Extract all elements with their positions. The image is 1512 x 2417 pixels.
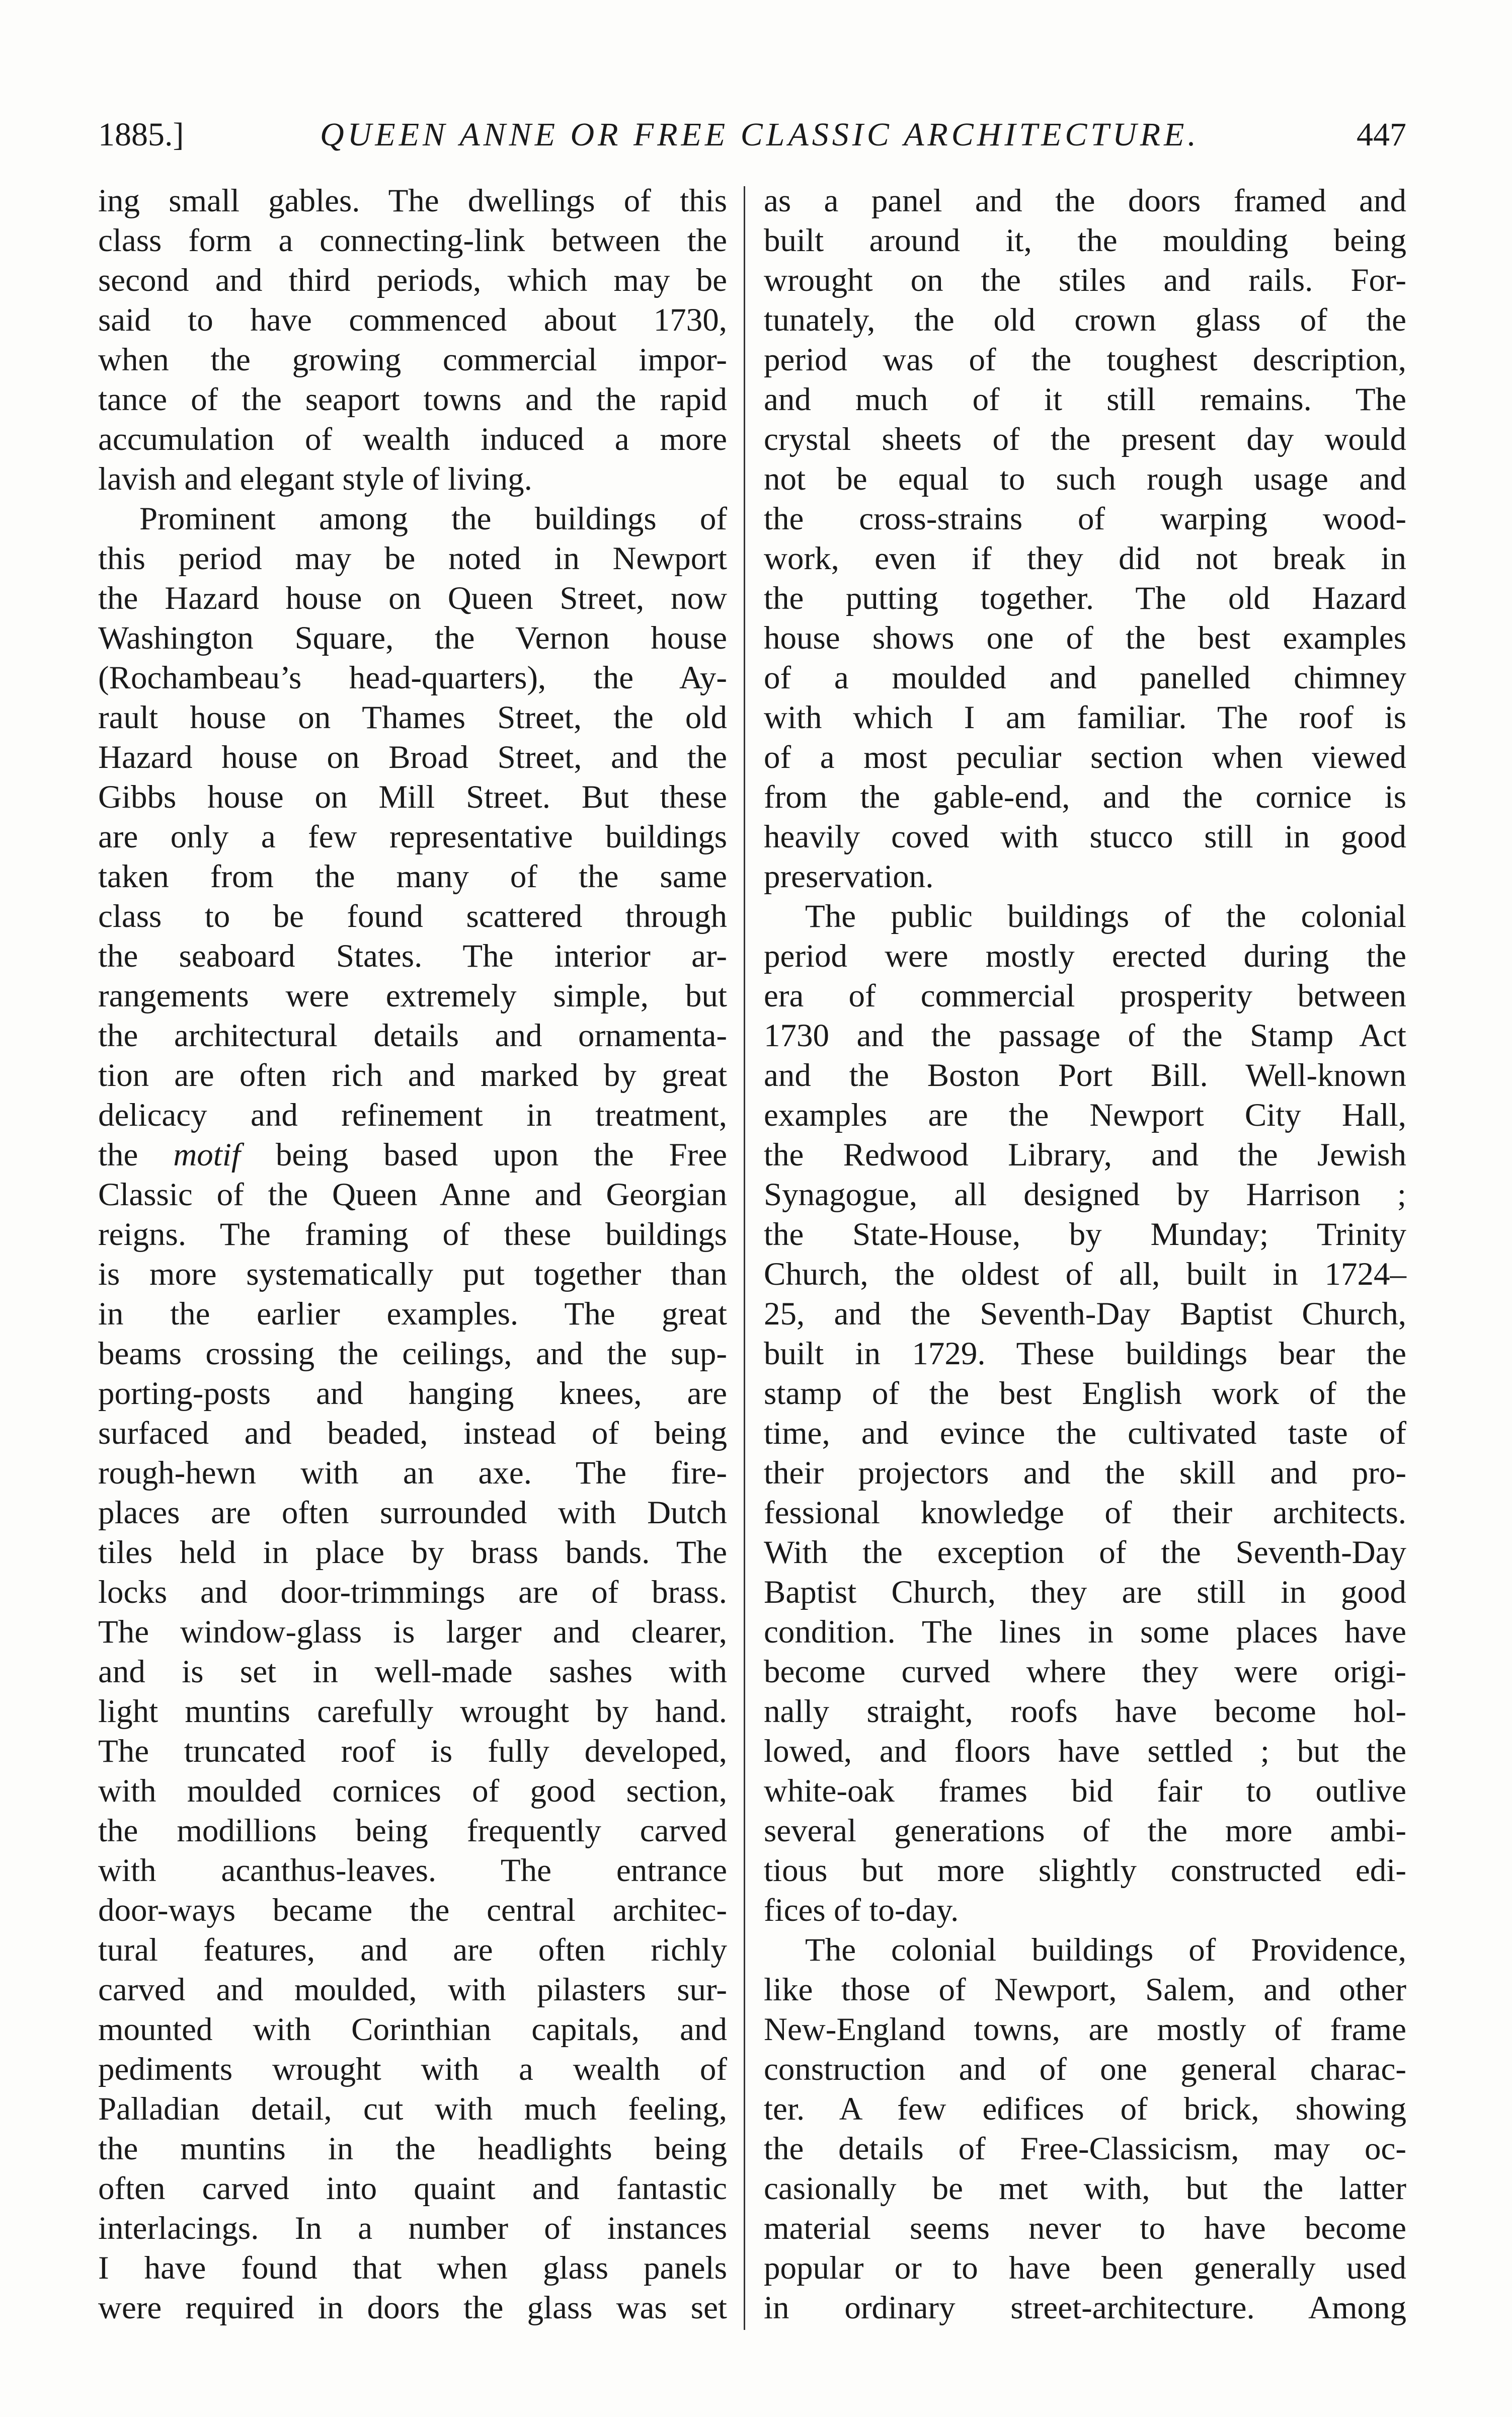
text-line: class form a connecting-link between the	[98, 222, 727, 259]
text-line: reigns. The framing of these buildings	[98, 1216, 727, 1253]
text-line: mounted with Corinthian capitals, and	[98, 2011, 727, 2048]
text-line: accumulation of wealth induced a more	[98, 421, 727, 457]
text-line: their projectors and the skill and pro-	[764, 1455, 1406, 1491]
text-line: the details of Free-Classicism, may oc-	[764, 2131, 1406, 2167]
text-line: ter. A few edifices of brick, showing	[764, 2091, 1406, 2127]
text-line: the modillions being frequently carved	[98, 1813, 727, 1849]
text-line: taken from the many of the same	[98, 859, 727, 895]
text-line: the seaboard States. The interior ar-	[98, 938, 727, 974]
text-line: surfaced and beaded, instead of being	[98, 1415, 727, 1451]
text-segment: the	[98, 1137, 174, 1173]
text-line: as a panel and the doors framed and	[764, 183, 1406, 219]
text-line: condition. The lines in some places have	[764, 1614, 1406, 1650]
text-line: the cross-strains of warping wood-	[764, 501, 1406, 537]
text-line: With the exception of the Seventh-Day	[764, 1534, 1406, 1571]
text-line: Classic of the Queen Anne and Georgian	[98, 1177, 727, 1213]
text-line: of a moulded and panelled chimney	[764, 660, 1406, 696]
text-line: with acanthus-leaves. The entrance	[98, 1852, 727, 1889]
text-line: construction and of one general charac-	[764, 2051, 1406, 2087]
text-line: class to be found scattered through	[98, 898, 727, 934]
text-line: when the growing commercial impor-	[98, 342, 727, 378]
text-line: rault house on Thames Street, the old	[98, 699, 727, 736]
text-line: stamp of the best English work of the	[764, 1375, 1406, 1412]
text-line: and much of it still remains. The	[764, 381, 1406, 418]
text-line: preservation.	[764, 859, 934, 895]
text-line: tious but more slightly constructed edi-	[764, 1852, 1406, 1889]
text-line: rangements were extremely simple, but	[98, 978, 727, 1014]
text-line: is more systematically put together than	[98, 1256, 727, 1292]
text-line: of a most peculiar section when viewed	[764, 739, 1406, 775]
text-line: Hazard house on Broad Street, and the	[98, 739, 727, 775]
text-line: not be equal to such rough usage and	[764, 461, 1406, 497]
text-line: tunately, the old crown glass of the	[764, 302, 1406, 338]
text-line: time, and evince the cultivated taste of	[764, 1415, 1406, 1451]
text-line: fices of to-day.	[764, 1892, 959, 1928]
text-line: The truncated roof is fully developed,	[98, 1733, 727, 1769]
text-line: Church, the oldest of all, built in 1724–	[764, 1256, 1406, 1292]
text-line: tance of the seaport towns and the rapid	[98, 381, 727, 418]
text-line: built around it, the moulding being	[764, 222, 1406, 259]
text-line: popular or to have been generally used	[764, 2250, 1406, 2286]
text-line	[98, 1135, 727, 1175]
running-title: QUEEN ANNE OR FREE CLASSIC ARCHITECTURE.	[320, 116, 1200, 153]
text-line: work, even if they did not break in	[764, 540, 1406, 577]
text-line: pediments wrought with a wealth of	[98, 2051, 727, 2087]
text-line: Washington Square, the Vernon house	[98, 620, 727, 656]
text-line: carved and moulded, with pilasters sur-	[98, 1972, 727, 2008]
text-line: second and third periods, which may be	[98, 262, 727, 298]
text-line: 25, and the Seventh-Day Baptist Church,	[764, 1296, 1406, 1332]
page-number: 447	[1357, 116, 1406, 153]
text-line: door-ways became the central architec-	[98, 1892, 727, 1928]
text-line: Synagogue, all designed by Harrison ;	[764, 1177, 1406, 1213]
text-line: often carved into quaint and fantastic	[98, 2170, 727, 2207]
header-year: 1885.]	[98, 116, 184, 153]
text-line: with moulded cornices of good section,	[98, 1773, 727, 1809]
text-line: and is set in well-made sashes with	[98, 1654, 727, 1690]
left-column	[98, 181, 727, 2328]
text-line: and the Boston Port Bill. Well-known	[764, 1057, 1406, 1094]
text-line: tural features, and are often richly	[98, 1932, 727, 1968]
text-line: Gibbs house on Mill Street. But these	[98, 779, 727, 815]
text-line: period were mostly erected during the	[764, 938, 1406, 974]
text-line: examples are the Newport City Hall,	[764, 1097, 1406, 1133]
text-line: The colonial buildings of Providence,	[805, 1932, 1406, 1968]
text-line: crystal sheets of the present day would	[764, 421, 1406, 457]
text-line: rough-hewn with an axe. The fire-	[98, 1455, 727, 1491]
text-line: in the earlier examples. The great	[98, 1296, 727, 1332]
text-line: lowed, and floors have settled ; but the	[764, 1733, 1406, 1769]
text-line: like those of Newport, Salem, and other	[764, 1972, 1406, 2008]
text-line: heavily coved with stucco still in good	[764, 819, 1406, 855]
text-line: with which I am familiar. The roof is	[764, 699, 1406, 736]
text-line: the Hazard house on Queen Street, now	[98, 580, 727, 616]
text-line: (Rochambeau’s head-quarters), the Ay-	[98, 660, 727, 696]
text-line: light muntins carefully wrought by hand.	[98, 1693, 727, 1730]
text-line: in ordinary street-architecture. Among	[764, 2290, 1406, 2326]
text-line: era of commercial prosperity between	[764, 978, 1406, 1014]
text-line: Baptist Church, they are still in good	[764, 1574, 1406, 1610]
text-line: New-England towns, are mostly of frame	[764, 2011, 1406, 2048]
column-divider	[744, 186, 745, 2330]
text-line: nally straight, roofs have become hol-	[764, 1693, 1406, 1730]
italic-word: motif	[173, 1137, 241, 1173]
text-line: delicacy and refinement in treatment,	[98, 1097, 727, 1133]
text-line: the architectural details and ornamenta-	[98, 1018, 727, 1054]
text-line: tiles held in place by brass bands. The	[98, 1534, 727, 1571]
text-line: 1730 and the passage of the Stamp Act	[764, 1018, 1406, 1054]
text-line: tion are often rich and marked by great	[98, 1057, 727, 1094]
text-line: Palladian detail, cut with much feeling,	[98, 2091, 727, 2127]
text-line: Prominent among the buildings of	[139, 501, 727, 537]
text-line: the Redwood Library, and the Jewish	[764, 1137, 1406, 1173]
text-line: The public buildings of the colonial	[805, 898, 1406, 934]
text-line: the muntins in the headlights being	[98, 2131, 727, 2167]
text-line: The window-glass is larger and clearer,	[98, 1614, 727, 1650]
text-line: beams crossing the ceilings, and the sup-	[98, 1336, 727, 1372]
text-line: from the gable-end, and the cornice is	[764, 779, 1406, 815]
text-segment: being based upon the Free	[240, 1137, 727, 1173]
text-line: lavish and elegant style of living.	[98, 461, 532, 497]
right-column	[764, 181, 1406, 2328]
text-line: wrought on the stiles and rails. For-	[764, 262, 1406, 298]
text-line: places are often surrounded with Dutch	[98, 1495, 727, 1531]
text-line: become curved where they were origi-	[764, 1654, 1406, 1690]
text-line: casionally be met with, but the latter	[764, 2170, 1406, 2207]
text-line: the putting together. The old Hazard	[764, 580, 1406, 616]
text-line: several generations of the more ambi-	[764, 1813, 1406, 1849]
text-line: I have found that when glass panels	[98, 2250, 727, 2286]
text-line: this period may be noted in Newport	[98, 540, 727, 577]
text-line: white-oak frames bid fair to outlive	[764, 1773, 1406, 1809]
text-line: locks and door-trimmings are of brass.	[98, 1574, 727, 1610]
text-line: ing small gables. The dwellings of this	[98, 183, 727, 219]
text-line: fessional knowledge of their architects.	[764, 1495, 1406, 1531]
text-line: the State-House, by Munday; Trinity	[764, 1216, 1406, 1253]
text-line: period was of the toughest description,	[764, 342, 1406, 378]
text-line: were required in doors the glass was set	[98, 2290, 727, 2326]
text-line: material seems never to have become	[764, 2210, 1406, 2246]
text-line: built in 1729. These buildings bear the	[764, 1336, 1406, 1372]
text-line: are only a few representative buildings	[98, 819, 727, 855]
text-line: house shows one of the best examples	[764, 620, 1406, 656]
text-line: said to have commenced about 1730,	[98, 302, 727, 338]
text-line: interlacings. In a number of instances	[98, 2210, 727, 2246]
text-line: porting-posts and hanging knees, are	[98, 1375, 727, 1412]
